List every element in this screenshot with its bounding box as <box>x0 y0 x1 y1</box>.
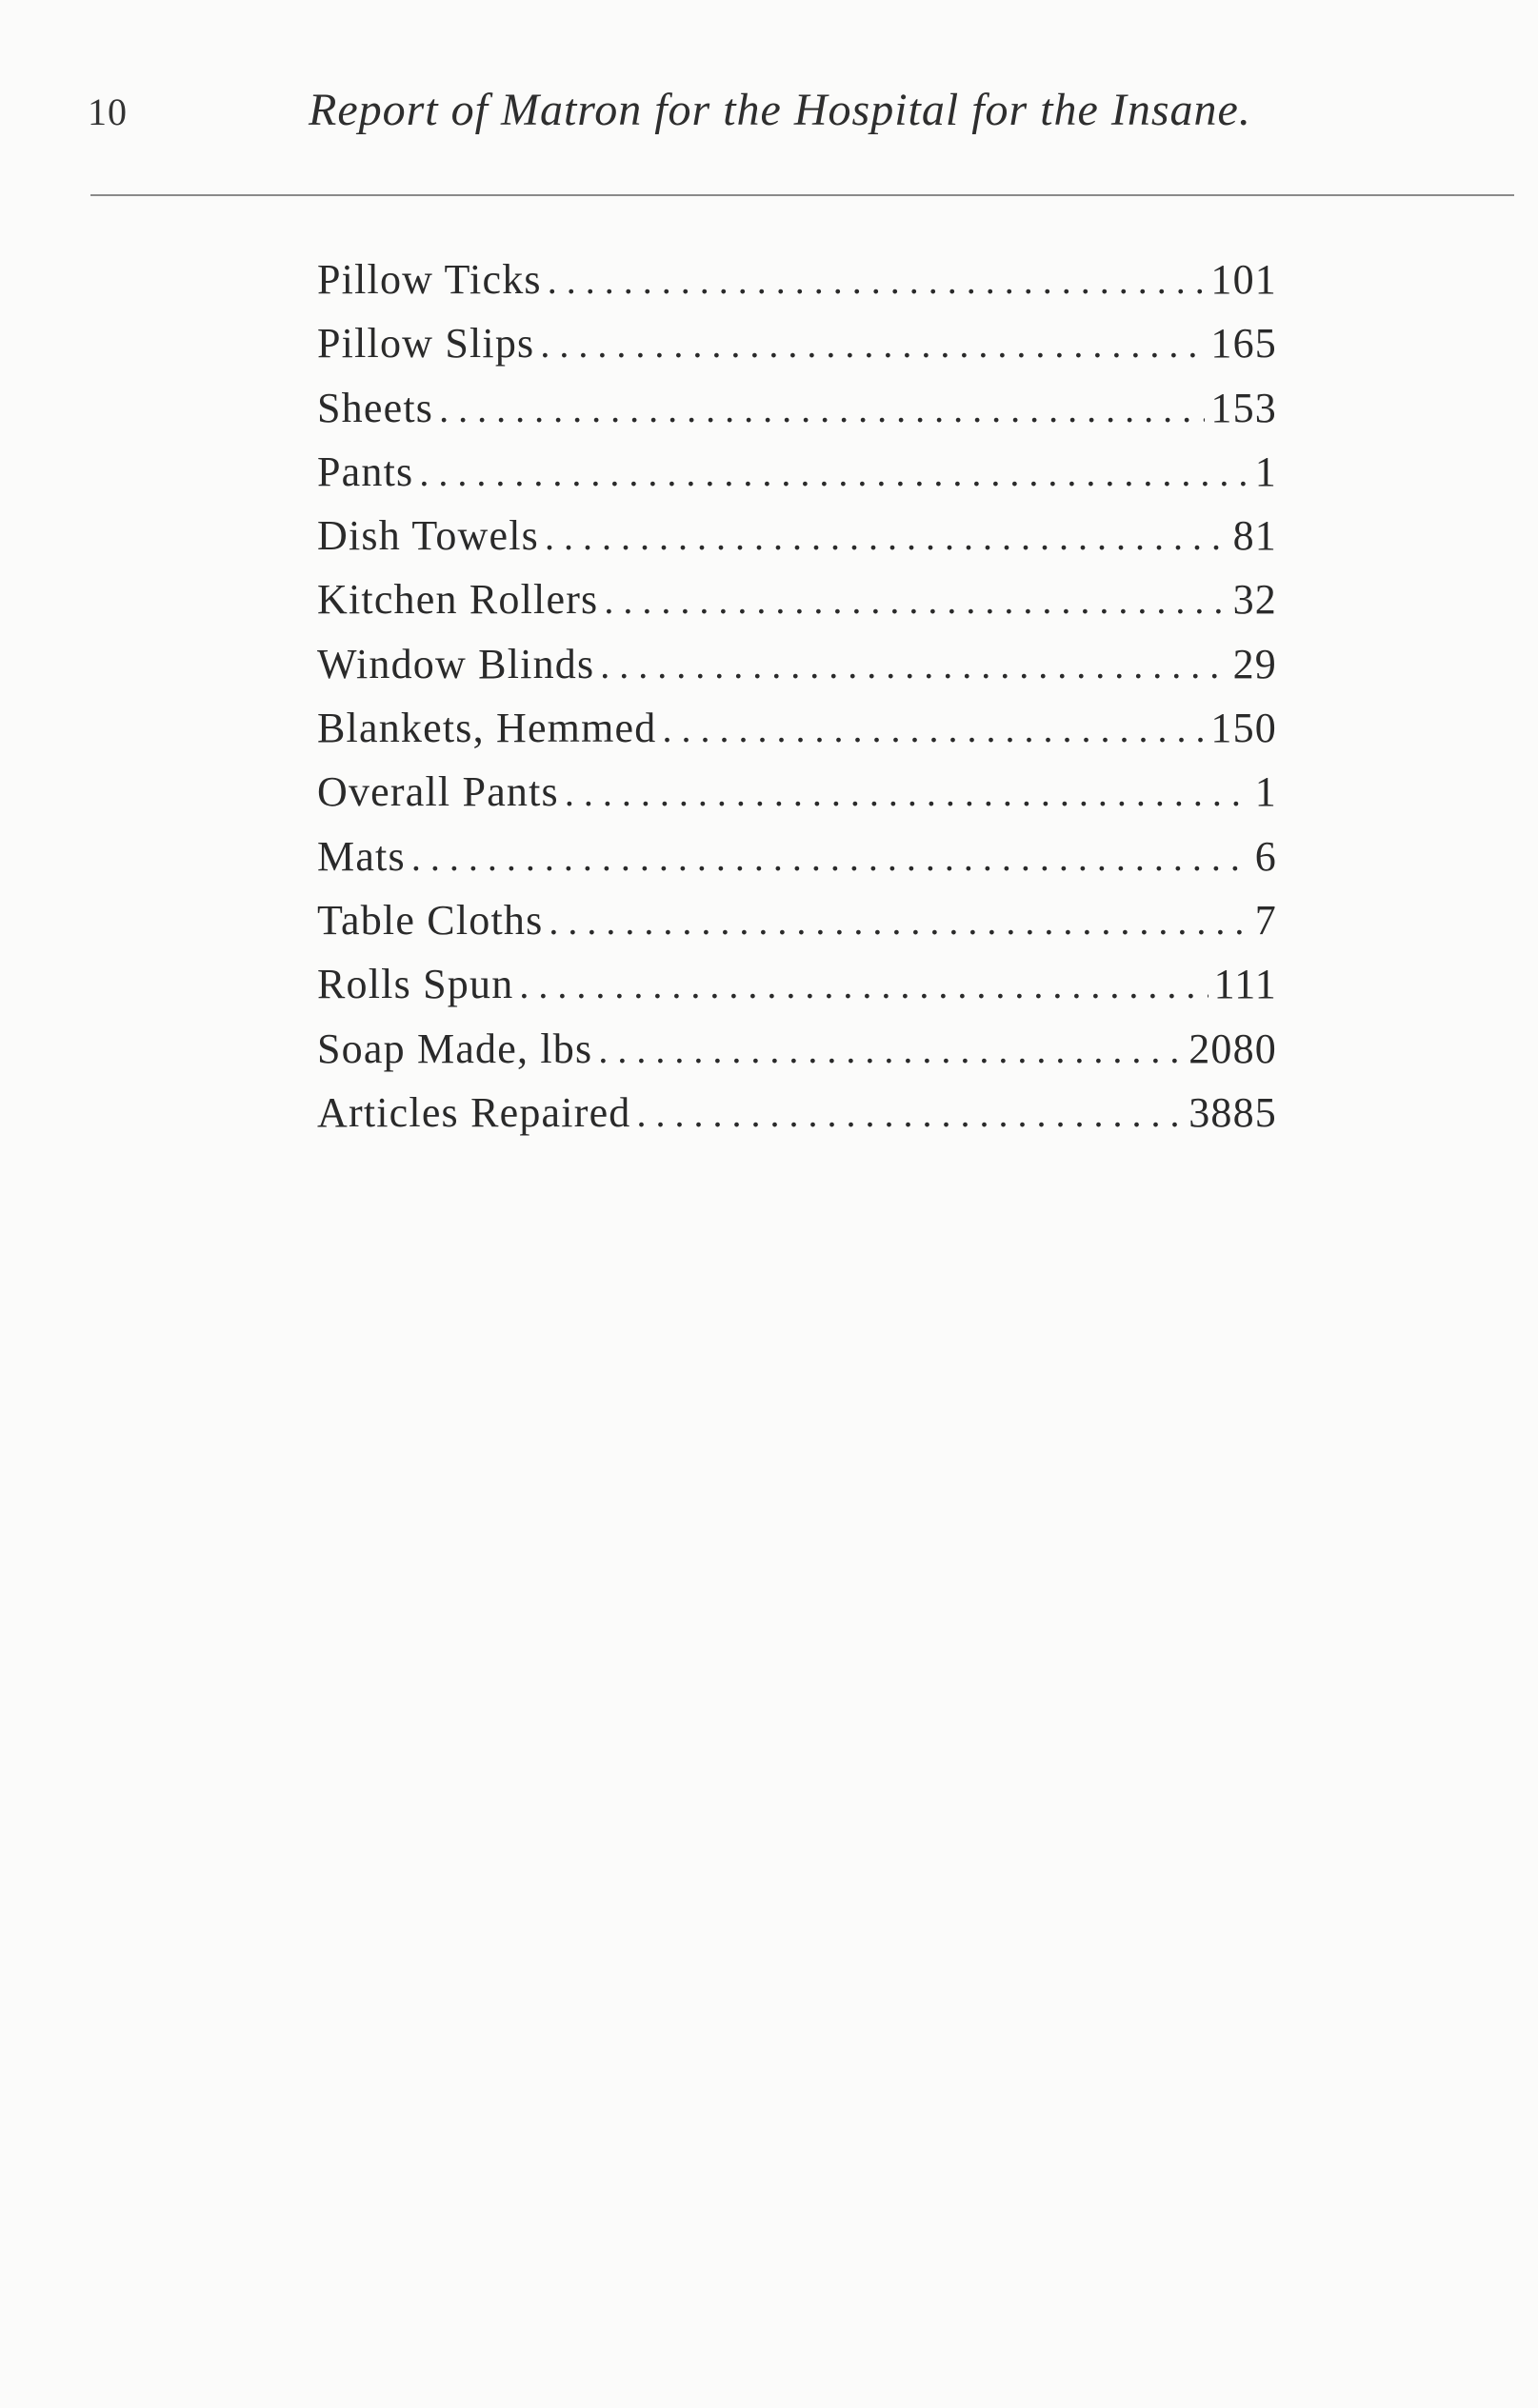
item-label: Blankets, Hemmed <box>317 705 657 752</box>
dot-leader <box>411 835 1249 880</box>
item-quantity: 101 <box>1210 256 1277 303</box>
page-header <box>88 84 1326 141</box>
dot-leader <box>519 963 1208 1007</box>
dot-leader <box>419 450 1248 495</box>
list-item <box>317 1088 1277 1152</box>
item-label: Sheets <box>317 384 434 431</box>
item-label: Pillow Slips <box>317 320 535 368</box>
dot-leader <box>439 387 1205 431</box>
item-quantity: 2080 <box>1188 1025 1277 1072</box>
item-label: Soap Made, lbs <box>317 1025 593 1072</box>
item-label: Pants <box>317 448 414 495</box>
header-rule <box>90 194 1514 196</box>
item-label: Pillow Ticks <box>317 256 542 303</box>
list-item <box>317 640 1277 704</box>
item-quantity: 1 <box>1254 768 1277 816</box>
list-item <box>317 896 1277 960</box>
list-item <box>317 704 1277 767</box>
item-label: Articles Repaired <box>317 1088 631 1136</box>
item-quantity: 3885 <box>1188 1088 1277 1136</box>
list-item <box>317 767 1277 831</box>
dot-leader <box>598 1027 1183 1072</box>
item-quantity: 29 <box>1232 640 1277 687</box>
list-item <box>317 832 1277 896</box>
item-quantity: 32 <box>1232 576 1277 624</box>
dot-leader <box>548 258 1206 303</box>
item-label: Dish Towels <box>317 512 539 560</box>
dot-leader <box>604 578 1227 623</box>
item-quantity: 7 <box>1254 896 1277 944</box>
item-quantity: 165 <box>1210 320 1277 368</box>
dot-leader <box>600 643 1227 687</box>
list-item <box>317 575 1277 639</box>
inventory-list <box>317 255 1277 1152</box>
item-label: Window Blinds <box>317 640 595 687</box>
item-quantity: 111 <box>1213 961 1277 1008</box>
dot-leader <box>565 770 1249 815</box>
item-quantity: 81 <box>1232 512 1277 560</box>
item-quantity: 150 <box>1210 705 1277 752</box>
list-item <box>317 384 1277 448</box>
list-item <box>317 448 1277 511</box>
dot-leader <box>637 1091 1184 1136</box>
running-title: Report of Matron for the Hospital for the Insane. <box>309 85 1251 135</box>
page-number: 10 <box>88 90 128 133</box>
dot-leader <box>545 514 1228 559</box>
dot-leader <box>662 706 1205 751</box>
item-label: Mats <box>317 832 406 880</box>
item-label: Kitchen Rollers <box>317 576 599 624</box>
item-quantity: 6 <box>1254 832 1277 880</box>
item-label: Table Cloths <box>317 896 544 944</box>
dot-leader <box>540 322 1205 367</box>
list-item <box>317 255 1277 319</box>
list-item <box>317 319 1277 383</box>
list-item <box>317 1025 1277 1088</box>
list-item <box>317 960 1277 1024</box>
item-quantity: 1 <box>1254 448 1277 495</box>
item-label: Overall Pants <box>317 768 559 816</box>
dot-leader <box>549 899 1248 944</box>
item-label: Rolls Spun <box>317 961 514 1008</box>
list-item <box>317 511 1277 575</box>
item-quantity: 153 <box>1210 384 1277 431</box>
